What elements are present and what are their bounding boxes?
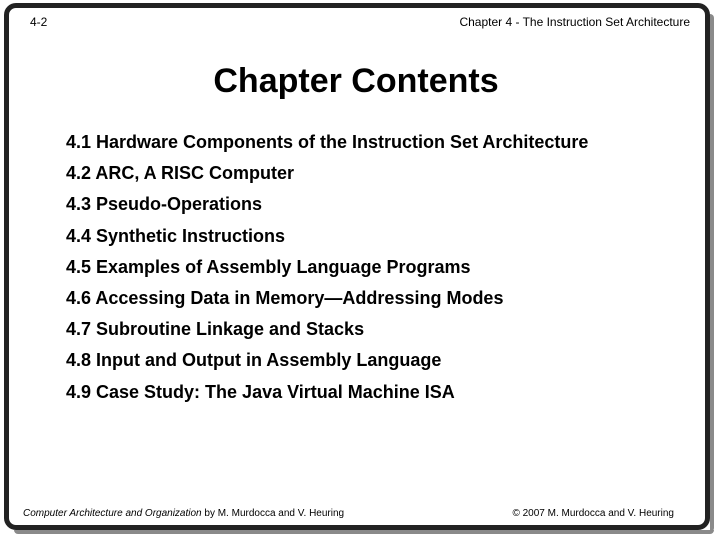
running-header: Chapter 4 - The Instruction Set Architecture: [459, 15, 690, 29]
page-number: 4-2: [30, 15, 48, 29]
footer-authors: by M. Murdocca and V. Heuring: [201, 508, 345, 519]
slide-title: Chapter Contents: [213, 62, 499, 100]
contents-item-4-6: 4.6 Accessing Data in Memory—Addressing Modes: [66, 287, 504, 308]
contents-list: [66, 130, 588, 411]
footer-book-title: Computer Architecture and Organization: [23, 508, 202, 519]
contents-item-4-1: 4.1 Hardware Components of the Instruction Set Architecture: [66, 132, 589, 152]
contents-item-4-9: 4.9 Case Study: The Java Virtual Machine ISA: [66, 381, 455, 402]
frame-shadow-bottom: [14, 530, 714, 534]
contents-item-4-5: 4.5 Examples of Assembly Language Programs: [66, 256, 471, 277]
contents-item-4-2: 4.2 ARC, A RISC Computer: [66, 163, 295, 184]
footer-copyright: © 2007 M. Murdocca and V. Heuring: [512, 508, 674, 519]
footer-book-credit: [23, 508, 344, 519]
contents-item-4-3: 4.3 Pseudo-Operations: [66, 194, 263, 215]
contents-item-4-7: 4.7 Subroutine Linkage and Stacks: [66, 319, 365, 340]
contents-item-4-8: 4.8 Input and Output in Assembly Language: [66, 350, 442, 371]
contents-item-4-4: 4.4 Synthetic Instructions: [66, 225, 286, 246]
